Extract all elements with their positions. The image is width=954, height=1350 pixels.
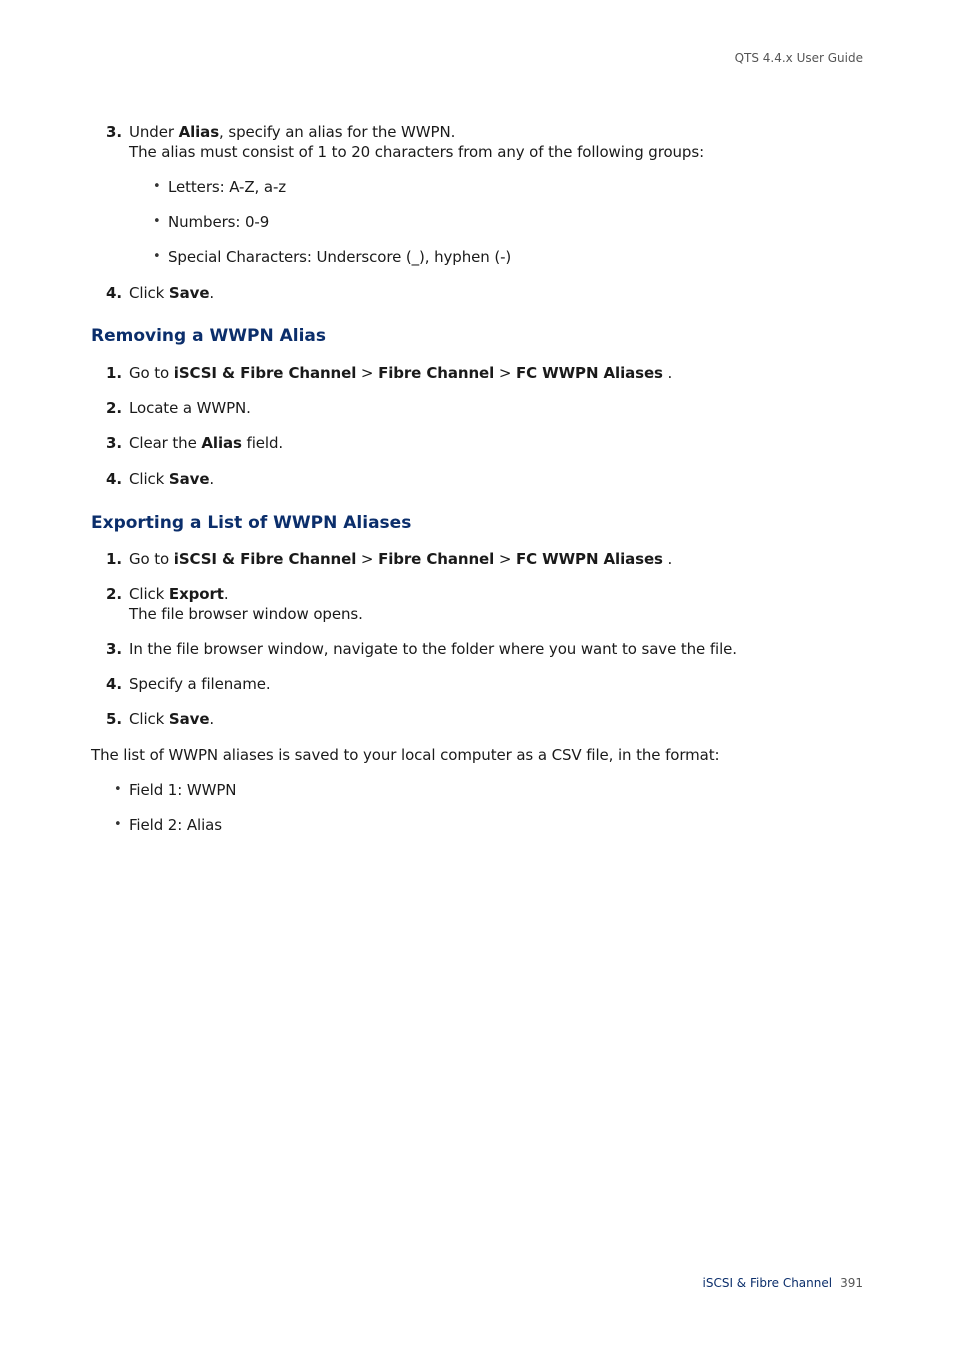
path-separator: > (494, 550, 516, 568)
removing-step-3 (91, 433, 283, 453)
ui-term-save: Save (168, 710, 210, 728)
exporting-step-3 (91, 639, 737, 659)
step-number: 1. (106, 550, 122, 568)
step-text-pre: Click (129, 585, 169, 603)
ui-path-iscsi-fibre-channel: iSCSI & Fibre Channel (173, 364, 357, 382)
exporting-step-4 (91, 674, 271, 694)
step-text-pre: Click (129, 710, 169, 728)
ui-term-save: Save (168, 470, 210, 488)
running-header: QTS 4.4.x User Guide (734, 51, 863, 65)
ui-term-alias: Alias (201, 434, 242, 452)
chapter-title: iSCSI & Fibre Channel (702, 1276, 833, 1290)
step-description: The file browser window opens. (129, 605, 363, 623)
removing-step-2 (91, 398, 251, 418)
step-number: 4. (106, 675, 122, 693)
step-text: In the file browser window, navigate to the folder where you want to save the file. (129, 640, 737, 658)
step-text-pre: Go to (129, 550, 174, 568)
ui-path-fibre-channel: Fibre Channel (378, 364, 495, 382)
step-text-post: . (209, 284, 215, 302)
step-number: 3. (106, 434, 122, 452)
list-item (153, 212, 270, 232)
step-number: 5. (106, 710, 122, 728)
step-text: Locate a WWPN. (129, 399, 251, 417)
step-number: 4. (106, 470, 122, 488)
ui-path-fibre-channel: Fibre Channel (378, 550, 495, 568)
step-text-pre: Click (129, 284, 169, 302)
step-description: The alias must consist of 1 to 20 characters from any of the following groups: (129, 143, 705, 161)
bullet-icon: • (153, 214, 161, 229)
alias-step-4 (91, 283, 214, 303)
step-number: 3. (106, 123, 122, 141)
step-number: 2. (106, 399, 122, 417)
step-text-pre: Click (129, 470, 169, 488)
list-item-text: Field 1: WWPN (129, 781, 237, 799)
ui-term-export: Export (168, 585, 224, 603)
section-heading-removing: Removing a WWPN Alias (91, 326, 327, 346)
step-text-post: . (662, 364, 673, 382)
removing-step-1 (91, 363, 672, 383)
step-text-pre: Under (129, 123, 179, 141)
step-text-post: . (209, 710, 215, 728)
step-text-post: , specify an alias for the WWPN. (219, 123, 456, 141)
ui-path-fc-wwpn-aliases: FC WWPN Aliases (515, 550, 663, 568)
list-item-text: Letters: A-Z, a-z (168, 178, 287, 196)
step-text-pre: Go to (129, 364, 174, 382)
step-text: Specify a filename. (129, 675, 271, 693)
ui-path-iscsi-fibre-channel: iSCSI & Fibre Channel (173, 550, 357, 568)
exporting-step-1 (91, 549, 672, 569)
section-heading-exporting: Exporting a List of WWPN Aliases (91, 513, 412, 533)
bullet-icon: • (114, 817, 122, 832)
bullet-icon: • (153, 179, 161, 194)
list-item-text: Numbers: 0-9 (168, 213, 270, 231)
list-item (153, 247, 512, 267)
path-separator: > (356, 550, 379, 568)
step-text-post: . (662, 550, 673, 568)
step-number: 2. (106, 585, 122, 603)
step-text-pre: Clear the (129, 434, 202, 452)
exporting-step-2 (91, 584, 363, 624)
list-item (153, 177, 287, 197)
bullet-icon: • (153, 249, 161, 264)
bullet-icon: • (114, 782, 122, 797)
summary-paragraph: The list of WWPN aliases is saved to your local computer as a CSV file, in the format: (91, 746, 720, 764)
alias-step-3 (91, 122, 704, 162)
step-text-post: . (223, 585, 229, 603)
path-separator: > (356, 364, 379, 382)
step-number: 4. (106, 284, 122, 302)
ui-term-alias: Alias (178, 123, 220, 141)
ui-term-save: Save (168, 284, 210, 302)
ui-path-fc-wwpn-aliases: FC WWPN Aliases (515, 364, 663, 382)
list-item-text: Field 2: Alias (129, 816, 222, 834)
step-text-post: . (209, 470, 215, 488)
step-number: 1. (106, 364, 122, 382)
removing-step-4 (91, 469, 214, 489)
page-number: 391 (840, 1276, 863, 1290)
page-footer (703, 1276, 864, 1290)
path-separator: > (494, 364, 516, 382)
list-item (114, 780, 237, 800)
step-text-post: field. (241, 434, 284, 452)
exporting-step-5 (91, 709, 214, 729)
step-number: 3. (106, 640, 122, 658)
list-item-text: Special Characters: Underscore (_), hyphen (-) (168, 248, 512, 266)
list-item (114, 815, 222, 835)
